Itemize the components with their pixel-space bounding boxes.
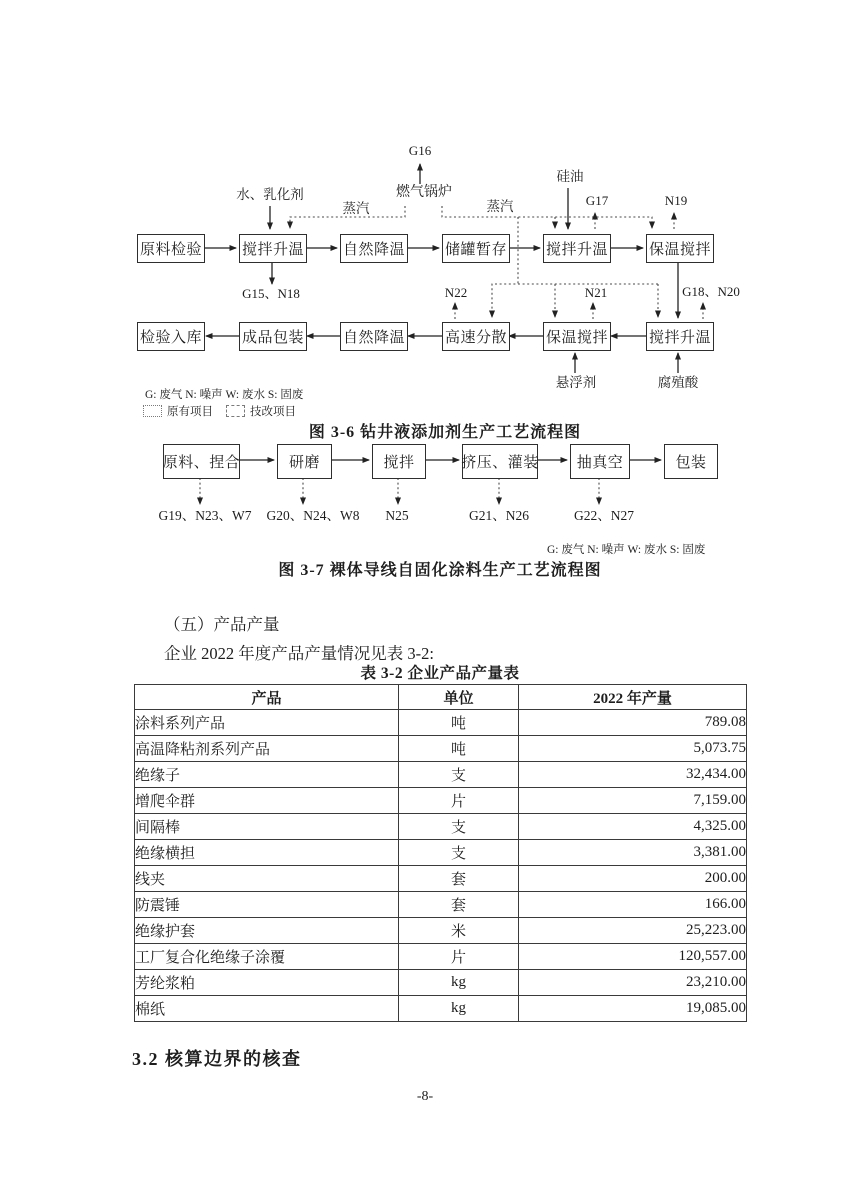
steam-label-right: 蒸汽 xyxy=(486,199,514,214)
suspension-agent-label: 悬浮剂 xyxy=(555,375,597,390)
figure-3-7-caption: 图 3-7 裸体导线自固化涂料生产工艺流程图 xyxy=(278,562,602,579)
flow2-box-extrusion-filling: 挤压、灌装 xyxy=(462,444,538,479)
figure-3-6-caption: 图 3-6 钻井液添加剂生产工艺流程图 xyxy=(308,424,582,441)
fig37-dotted-arrows xyxy=(200,478,599,504)
product-unit: 吨 xyxy=(399,710,519,736)
table-row xyxy=(135,840,747,866)
table-row xyxy=(135,788,747,814)
table-header-row xyxy=(135,685,747,710)
flow2-box-vacuum: 抽真空 xyxy=(570,444,630,479)
emission-label-n21: N21 xyxy=(584,285,608,300)
flow1-box-inspection-warehousing: 检验入库 xyxy=(137,322,205,351)
humic-acid-label: 腐殖酸 xyxy=(657,375,699,390)
flow1-box-natural-cooling-2: 自然降温 xyxy=(340,322,408,351)
product-output: 3,381.00 xyxy=(519,840,747,866)
product-name: 棉纸 xyxy=(135,996,399,1022)
flow1-box-high-speed-dispersion: 高速分散 xyxy=(442,322,510,351)
product-output: 19,085.00 xyxy=(519,996,747,1022)
emission-label-n22: N22 xyxy=(444,285,468,300)
table-row xyxy=(135,944,747,970)
flow1-box-insulated-stir-2: 保温搅拌 xyxy=(543,322,611,351)
water-emulsifier-label: 水、乳化剂 xyxy=(236,187,304,202)
product-name: 工厂复合化绝缘子涂覆 xyxy=(135,944,399,970)
fig36-legend-codes: G: 废气 N: 噪声 W: 废水 S: 固废 xyxy=(145,389,304,401)
table-row xyxy=(135,970,747,996)
product-name: 增爬伞群 xyxy=(135,788,399,814)
table-row xyxy=(135,814,747,840)
product-unit: kg xyxy=(399,970,519,996)
flow1-box-stir-heat-3: 搅拌升温 xyxy=(646,322,714,351)
product-name: 绝缘横担 xyxy=(135,840,399,866)
product-unit: 片 xyxy=(399,788,519,814)
page-number: -8- xyxy=(416,1089,434,1104)
emission-label-g22-n27: G22、N27 xyxy=(574,508,634,523)
flow2-box-kneading: 原料、捏合 xyxy=(163,444,240,479)
product-unit: 套 xyxy=(399,866,519,892)
product-output: 25,223.00 xyxy=(519,918,747,944)
flow2-box-packing: 包装 xyxy=(664,444,718,479)
product-output: 120,557.00 xyxy=(519,944,747,970)
flow1-box-product-packing: 成品包装 xyxy=(239,322,307,351)
col-header-product: 产品 xyxy=(135,685,399,710)
product-unit: 套 xyxy=(399,892,519,918)
product-output: 23,210.00 xyxy=(519,970,747,996)
flow1-box-stir-heat-2: 搅拌升温 xyxy=(543,234,611,263)
table-row xyxy=(135,892,747,918)
flow1-box-insulated-stir-1: 保温搅拌 xyxy=(646,234,714,263)
flow2-box-stirring: 搅拌 xyxy=(372,444,426,479)
product-name: 防震锤 xyxy=(135,892,399,918)
product-output-table xyxy=(134,684,747,1022)
flow1-box-natural-cooling-1: 自然降温 xyxy=(340,234,408,263)
table-3-2-caption: 表 3-2 企业产品产量表 xyxy=(360,665,520,682)
emission-label-g17: G17 xyxy=(585,193,609,208)
emission-label-g18-n20: G18、N20 xyxy=(682,284,740,299)
list-item-product-output: （五）产品产量 xyxy=(164,615,280,634)
product-unit: 吨 xyxy=(399,736,519,762)
product-output: 200.00 xyxy=(519,866,747,892)
existing-project-swatch xyxy=(143,405,162,417)
product-unit: 片 xyxy=(399,944,519,970)
silicone-oil-label: 硅油 xyxy=(556,169,584,184)
table-row xyxy=(135,710,747,736)
emission-label-g15-n18: G15、N18 xyxy=(242,286,300,301)
product-unit: 支 xyxy=(399,814,519,840)
gas-boiler-label: 燃气锅炉 xyxy=(396,185,452,200)
product-unit: 支 xyxy=(399,840,519,866)
retrofit-project-swatch xyxy=(226,405,245,417)
product-output: 4,325.00 xyxy=(519,814,747,840)
retrofit-project-label: 技改项目 xyxy=(250,406,296,418)
table-row xyxy=(135,762,747,788)
section-heading-3-2: 3.2 核算边界的核查 xyxy=(132,1049,302,1069)
existing-project-label: 原有项目 xyxy=(167,406,213,418)
product-name: 绝缘护套 xyxy=(135,918,399,944)
flow2-box-grinding: 研磨 xyxy=(277,444,332,479)
emission-label-g21-n26: G21、N26 xyxy=(469,508,529,523)
product-name: 线夹 xyxy=(135,866,399,892)
steam-label-left: 蒸汽 xyxy=(342,201,370,216)
fig37-legend-codes: G: 废气 N: 噪声 W: 废水 S: 固废 xyxy=(547,544,706,556)
product-output: 32,434.00 xyxy=(519,762,747,788)
flow1-box-stir-heat-1: 搅拌升温 xyxy=(239,234,307,263)
table-row xyxy=(135,918,747,944)
product-name: 高温降粘剂系列产品 xyxy=(135,736,399,762)
col-header-unit: 单位 xyxy=(399,685,519,710)
fig36-legend-project-types xyxy=(143,403,296,419)
product-output: 7,159.00 xyxy=(519,788,747,814)
table-row xyxy=(135,866,747,892)
flow1-box-storage-tank: 储罐暂存 xyxy=(442,234,510,263)
emission-label-g16: G16 xyxy=(408,143,432,158)
flow1-box-raw-material-inspection: 原料检验 xyxy=(137,234,205,263)
intro-sentence: 企业 2022 年度产品产量情况见表 3-2: xyxy=(164,644,434,663)
product-name: 芳纶浆粕 xyxy=(135,970,399,996)
table-row xyxy=(135,736,747,762)
col-header-output-2022: 2022 年产量 xyxy=(519,685,747,710)
emission-label-n19: N19 xyxy=(664,193,688,208)
product-unit: 米 xyxy=(399,918,519,944)
table-row xyxy=(135,996,747,1022)
emission-label-n25: N25 xyxy=(385,508,409,523)
emission-label-g20-n24-w8: G20、N24、W8 xyxy=(266,508,360,523)
product-unit: 支 xyxy=(399,762,519,788)
product-name: 涂料系列产品 xyxy=(135,710,399,736)
product-name: 绝缘子 xyxy=(135,762,399,788)
emission-label-g19-n23-w7: G19、N23、W7 xyxy=(158,508,252,523)
product-name: 间隔棒 xyxy=(135,814,399,840)
product-output: 789.08 xyxy=(519,710,747,736)
product-output: 166.00 xyxy=(519,892,747,918)
product-unit: kg xyxy=(399,996,519,1022)
product-output: 5,073.75 xyxy=(519,736,747,762)
